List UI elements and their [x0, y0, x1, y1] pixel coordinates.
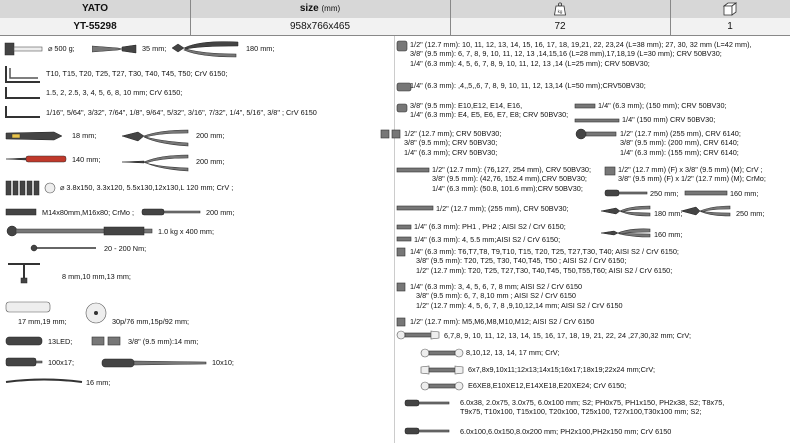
- torx-bit-socket-icon: [396, 247, 406, 257]
- weight-heading: [450, 0, 670, 17]
- header-divider: [450, 0, 451, 35]
- pry-bar-icon: [140, 207, 202, 217]
- size-heading: [190, 0, 450, 17]
- hex-key-metric-icon: [4, 85, 42, 101]
- long-nose-pliers-icon: [120, 152, 190, 172]
- breaker-bar-icon: [396, 204, 434, 212]
- right-item-15: 1/4" (6.3 mm): 4, 5.5 mm;AISI S2 / CrV 6150;: [414, 235, 561, 244]
- left-item-20: 100x17;: [48, 358, 74, 367]
- combination-pliers-icon: [120, 127, 190, 147]
- right-item-0: 1/2" (12.7 mm): 10, 11, 12, 13, 14, 15, 16, 17, 18, 19,21, 22, 23,24 (L=38 mm); 27, 30, 32 mm (L=42 mm), 3/8" (9.5 mm): 6, 7, 8, 9, 10, 11, 12, 13 ,14,15,16 (L=28 mm),17,18,19 (L=30 mm); CRV 50BV30; 1/4" (6.3 mm): 4, 5, 6, 7, 8, 9, 10, 11, 12, 13 ,14 (L=25 mm); CRV 50BV30;: [410, 40, 752, 68]
- screwdriver-icon: [604, 189, 648, 197]
- box-icon: [723, 2, 737, 16]
- right-item-20: 6,7,8, 9, 10, 11, 12, 13, 14, 15, 16, 17, 18, 19, 21, 22, 24 ,27,30,32 mm; CrV;: [444, 331, 692, 340]
- extension-set-icon: [396, 166, 430, 174]
- svg-text:kg: kg: [557, 9, 563, 14]
- left-item-7: 200 mm;: [196, 131, 225, 140]
- left-item-9: 200 mm;: [196, 157, 225, 166]
- left-item-11: M14x80mm,M16x80; CrMo ;: [42, 208, 135, 217]
- left-item-0: ⌀ 500 g;: [48, 44, 75, 53]
- header-row-values: [0, 18, 790, 36]
- left-item-13: 1.0 kg x 400 mm;: [158, 227, 214, 236]
- right-item-18: 1/4" (6.3 mm): 3, 4, 5, 6, 7, 8 mm; AISI S2 / CrV 6150 3/8" (9.5 mm): 6, 7, 8,10 mm ; AISI S2 / CrV 6150 1/2" (12.7 mm): 4, 5, 6, 7, 8 ,9,10,12,14 mm; AISI S2 / CrV 6150: [410, 282, 623, 310]
- weight-kg-icon: [554, 2, 566, 16]
- header-divider: [190, 0, 191, 35]
- hex-bit-socket-icon: [396, 282, 406, 292]
- ratchet-icon: [574, 128, 618, 140]
- snap-ring-pliers-icon: [600, 204, 652, 218]
- package-heading: [670, 0, 790, 17]
- hex-key-inch-icon: [4, 104, 42, 120]
- reducer-adapter-icon: [604, 166, 616, 176]
- extension-bar-icon: [574, 102, 596, 110]
- right-item-23: E6XE8,E10XE12,E14XE18,E20XE24; CrV 6150;: [468, 381, 627, 390]
- left-item-17: 30p/76 mm,15p/92 mm;: [112, 317, 190, 326]
- size-label: size: [299, 3, 319, 14]
- adapter-icon: [380, 128, 402, 140]
- right-item-1: 1/4" (6.3 mm): ,4,,5,,6, 7, 8, 9, 10, 11, 12, 13,14 (L=50 mm);CRV50BV30;: [410, 81, 646, 90]
- t-handle-wrench-icon: [4, 262, 44, 284]
- header-divider: [670, 0, 671, 35]
- torque-wrench-icon: [4, 224, 154, 238]
- weight-value: 72: [554, 21, 566, 32]
- left-item-3: T10, T15, T20, T25, T27, T30, T40, T45, T50; CrV 6150;: [46, 69, 228, 78]
- double-open-spanner-icon: [420, 365, 464, 375]
- tap-wrench-icon: [4, 206, 38, 218]
- hammer-icon: [3, 42, 43, 56]
- right-item-13: 250 mm;: [736, 209, 765, 218]
- spark-plug-socket-icon: [4, 300, 54, 314]
- right-item-3: 1/4" (6.3 mm); (150 mm); CRV 50BV30;: [598, 101, 727, 110]
- sliding-t-bar-icon: [574, 116, 620, 124]
- right-item-8: 1/2" (12.7 mm) (F) x 3/8" (9.5 mm) (M); CrV ; 3/8" (9.5 mm) (F) x 1/2" (12.7 mm) (M); CrMo;: [618, 165, 766, 184]
- bit-holder-icon: [4, 356, 44, 368]
- combination-spanner-icon: [396, 330, 440, 340]
- universal-joint-icon: [90, 335, 124, 347]
- left-item-21: 10x10;: [212, 358, 234, 367]
- flexible-extension-icon: [4, 377, 84, 387]
- precision-screwdriver-set-icon: [4, 177, 56, 197]
- phillips-bit-icon: [396, 223, 412, 231]
- left-item-10: ⌀ 3.8x150, 3.3x120, 5.5x130,12x130,L 120 mm; CrV ;: [60, 183, 234, 192]
- left-item-6: 18 mm;: [72, 131, 97, 140]
- size-value: 958x766x465: [289, 21, 351, 32]
- left-item-15: 8 mm,10 mm,13 mm;: [62, 272, 131, 281]
- abrasive-disc-icon: [85, 302, 107, 324]
- torque-range-icon: [30, 242, 100, 254]
- diagonal-pliers-icon: [600, 226, 652, 240]
- model-number: YT-55298: [73, 21, 117, 32]
- right-item-16: 160 mm;: [654, 230, 683, 239]
- screwdriver-set-icon: [404, 398, 450, 408]
- flashlight-icon: [4, 335, 44, 347]
- header-row-labels: [0, 0, 790, 19]
- right-item-4: 1/4" (150 mm) CRV 50BV30;: [622, 115, 716, 124]
- left-item-12: 200 mm;: [206, 208, 235, 217]
- right-item-21: 8,10,12, 13, 14, 17 mm; CrV;: [466, 348, 560, 357]
- flat-bit-icon: [396, 235, 412, 243]
- left-item-18: 13LED;: [48, 337, 73, 346]
- socket-set-icon: [396, 40, 408, 52]
- left-item-4: 1.5, 2, 2.5, 3, 4, 5, 6, 8, 10 mm; CrV 6150;: [46, 88, 183, 97]
- left-item-19: 3/8" (9.5 mm):14 mm;: [128, 337, 199, 346]
- left-item-5: 1/16", 5/64", 3/32", 7/64", 1/8", 9/64", 5/32", 3/16", 7/32", 1/4", 5/16", 3/8" ; CrV 6150: [46, 108, 317, 117]
- spanner-icon: [684, 189, 728, 197]
- quantity-value: 1: [727, 21, 733, 32]
- right-item-24: 6.0x38, 2.0x75, 3.0x75, 6.0x100 mm; S2; PH0x75, PH1x150, PH2x38, S2; T8x75, T9x75, T10x100, T15x100, T20x100, T25x100, T27x100,T30x100 mm; S2;: [460, 398, 725, 417]
- torx-key-set-icon: [4, 64, 42, 86]
- left-item-1: 35 mm;: [142, 44, 167, 53]
- utility-knife-icon: [4, 129, 64, 143]
- e-torx-socket-icon: [396, 103, 408, 113]
- right-item-5: 1/2" (12.7 mm); CRV 50BV30; 3/8" (9.5 mm); CRV 50BV30; 1/4" (6.3 mm); CRV 50BV30;: [404, 129, 502, 157]
- right-item-22: 6x7,8x9,10x11;12x13;14x15;16x17;18x19;22x24 mm;CrV;: [468, 365, 656, 374]
- right-item-14: 1/4" (6.3 mm): PH1 , PH2 ; AISI S2 / CrV 6150;: [414, 222, 566, 231]
- right-item-7: 1/2" (12.7 mm): (76,127, 254 mm), CRV 50BV30; 3/8" (9.5 mm): (42,76, 152.4 mm),CRV 50BV30; 1/4" (6.3 mm): (50.8, 101.6 mm);CRV 50BV30;: [432, 165, 592, 193]
- spline-bit-socket-icon: [396, 317, 406, 327]
- file-icon: [100, 357, 210, 369]
- brand-label: YATO: [82, 3, 108, 14]
- left-item-8: 140 mm;: [72, 155, 101, 164]
- right-item-10: 160 mm;: [730, 189, 759, 198]
- side-cutter-icon: [92, 43, 138, 55]
- impact-screwdriver-icon: [404, 426, 450, 436]
- left-item-2: 180 mm;: [246, 44, 275, 53]
- column-divider: [394, 36, 395, 443]
- e-torx-spanner-icon: [420, 381, 464, 391]
- right-item-17: 1/4" (6.3 mm): T6,T7,T8, T9,T10, T15, T20, T25, T27,T30, T40; AISI S2 / CrV 6150; 3/8" (9.5 mm): T20, T25, T30, T40,T45, T50 ; AISI S2 / CrV 6150; 1/2" (12.7 mm): T20, T25, T27,T30, T40,T45, T50,T55,T60; AISI S2 / CrV 6150;: [410, 247, 679, 275]
- size-unit: (mm): [321, 4, 341, 13]
- right-item-2: 3/8" (9.5 mm): E10,E12, E14, E16, 1/4" (6.3 mm): E4, E5, E6, E7, E8; CRV 50BV30;: [410, 101, 569, 120]
- product-header: [0, 0, 790, 36]
- water-pump-pliers-icon: [680, 204, 732, 218]
- left-item-22: 16 mm;: [86, 378, 111, 387]
- double-ring-spanner-icon: [420, 348, 464, 358]
- right-item-6: 1/2" (12.7 mm) (255 mm), CRV 6140; 3/8" (9.5 mm): (200 mm), CRV 6140; 1/4" (6.3 mm): (155 mm); CRV 6140;: [620, 129, 741, 157]
- right-item-19: 1/2" (12.7 mm): M5,M6,M8,M10,M12; AISI S2 / CrV 6150: [410, 317, 595, 326]
- right-item-25: 6.0x100,6.0x150,8.0x200 mm; PH2x100,PH2x150 mm; CrV 6150: [460, 427, 672, 436]
- voltage-tester-icon: [4, 154, 68, 164]
- right-item-11: 1/2" (12.7 mm); (255 mm), CRV 50BV30;: [436, 204, 569, 213]
- left-item-16: 17 mm,19 mm;: [18, 317, 67, 326]
- right-item-12: 180 mm;: [654, 209, 683, 218]
- left-item-14: 20 - 200 Nm;: [104, 244, 147, 253]
- locking-pliers-icon: [170, 38, 242, 60]
- right-item-9: 250 mm;: [650, 189, 679, 198]
